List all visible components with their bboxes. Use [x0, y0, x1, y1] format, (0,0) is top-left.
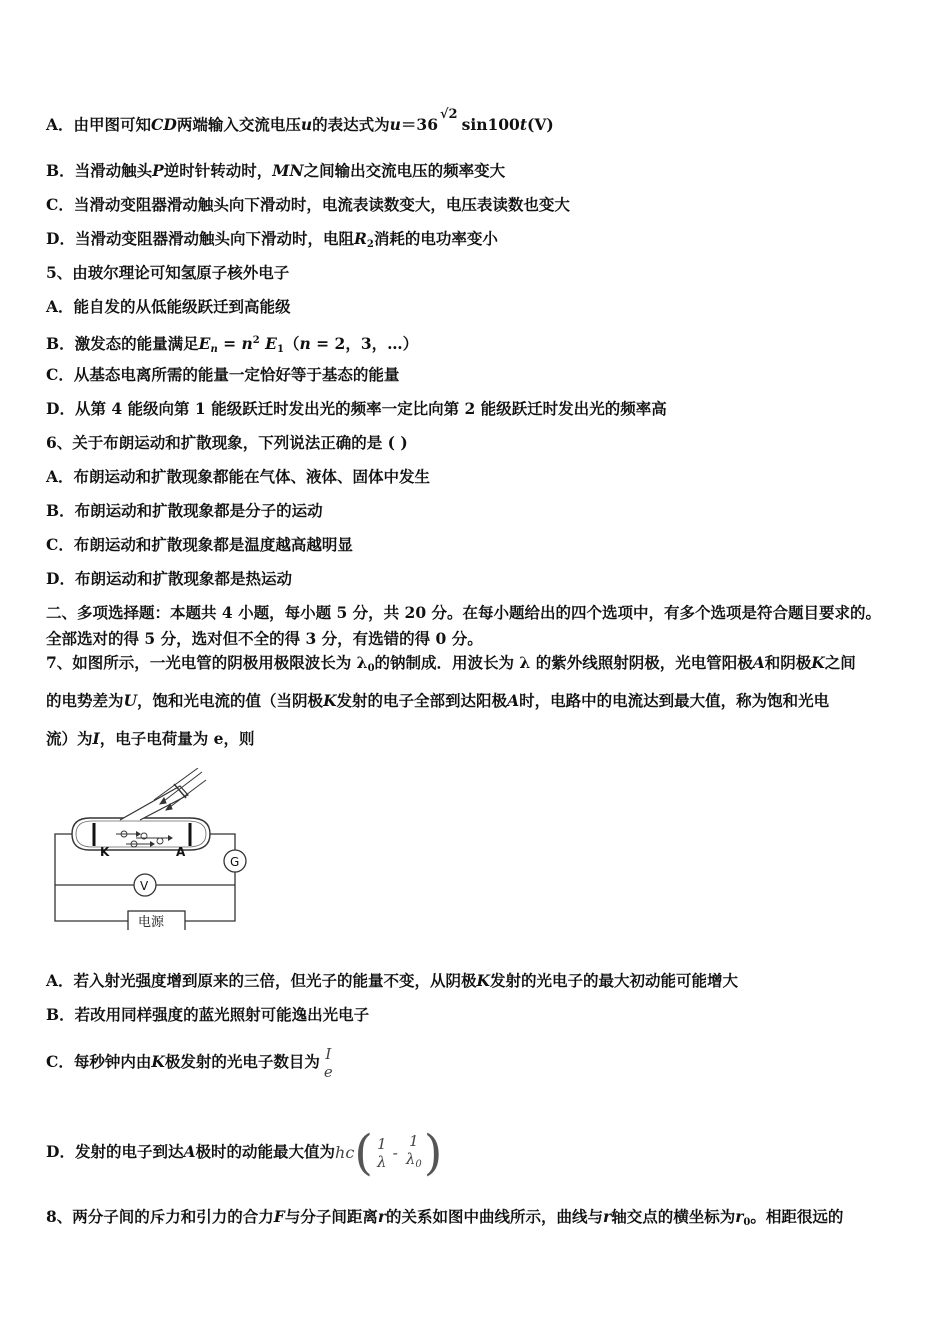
- q6-option-a: A．布朗运动和扩散现象都能在气体、液体、固体中发生: [46, 467, 431, 486]
- galvanometer-label: G: [230, 855, 240, 869]
- q5-stem: 5、由玻尔理论可知氢原子核外电子: [46, 263, 290, 282]
- fraction-1-over-lambda0: 1 $\lambda_0$: [405, 1132, 422, 1170]
- left-paren: (: [354, 1125, 374, 1181]
- fraction-1-over-lambda: 1 λ: [377, 1135, 387, 1171]
- q5-option-b: B．激发态的能量满足$E_n = n^2$ $E_1(n = 2$，3，…）: [46, 334, 419, 355]
- q7-stem-line2: 的电势差为U，饱和光电流的值（当阴极K发射的电子全部到达阳极A时，电路中的电流达到最大值，称为饱和光电: [46, 691, 830, 710]
- q5-option-c: C．从基态电离所需的能量一定恰好等于基态的能量: [46, 365, 400, 384]
- section2-heading-line1: 二、多项选择题：本题共 4 小题，每小题 5 分，共 20 分。在每小题给出的四个选项中，有多个选项是符合题目要求的。: [46, 603, 882, 622]
- q4-option-b: B．当滑动触头P逆时针转动时，MN之间输出交流电压的频率变大: [46, 161, 506, 180]
- q4-option-a: A．由甲图可知CD两端输入交流电压u的表达式为u＝36√2sin100t(V): [46, 114, 910, 138]
- anode-label: A: [176, 845, 186, 859]
- q4-option-d: D．当滑动变阻器滑动触头向下滑动时，电阻$R_2$消耗的电功率变小: [46, 229, 498, 250]
- q6-stem: 6、关于布朗运动和扩散现象，下列说法正确的是 ( ): [46, 433, 408, 452]
- fraction-i-over-e: I e: [323, 1045, 333, 1081]
- wire-top-right: [210, 834, 235, 850]
- q7-option-b: B．若改用同样强度的蓝光照射可能逸出光电子: [46, 1005, 370, 1024]
- right-paren: ): [423, 1125, 443, 1181]
- light-window: [120, 786, 188, 820]
- q4-option-c: C．当滑动变阻器滑动触头向下滑动时，电流表读数变大，电压表读数也变大: [46, 195, 570, 214]
- q8-stem: 8、两分子间的斥力和引力的合力F与分子间距离r的关系如图中曲线所示，曲线与r轴交点的横坐标为$r_0$。相距很远的: [46, 1207, 844, 1228]
- power-source-label: 电源: [138, 915, 165, 930]
- q7-stem-line1: 7、如图所示，一光电管的阴极用极限波长为 $\lambda_0$的钠制成．用波长为 λ 的紫外线照射阴极，光电管阳极A和阴极K之间: [46, 653, 856, 674]
- q7-option-c: C．每秒钟内由K极发射的光电子数目为 I e: [46, 1045, 333, 1081]
- q6-option-b: B．布朗运动和扩散现象都是分子的运动: [46, 501, 323, 520]
- q7-option-d: D．发射的电子到达A极时的动能最大值为hc( 1 λ - 1 $\lambda_0$ ): [46, 1125, 443, 1181]
- cathode-label: K: [100, 845, 110, 859]
- photocell-circuit-diagram: [50, 768, 255, 930]
- sqrt-symbol: √2: [440, 107, 458, 122]
- q7-option-a: A．若入射光强度增到原来的三倍，但光子的能量不变，从阴极K发射的光电子的最大初动能可能增大: [46, 971, 739, 990]
- wire-right-power: [185, 872, 235, 921]
- light-rays: [154, 768, 206, 810]
- q7-stem-line3: 流）为I，电子电荷量为 e，则: [46, 729, 255, 748]
- section2-heading-line2: 全部选对的得 5 分，选对但不全的得 3 分，有选错的得 0 分。: [46, 629, 483, 648]
- q6-option-c: C．布朗运动和扩散现象都是温度越高越明显: [46, 535, 353, 554]
- q5-option-a: A．能自发的从低能级跃迁到高能级: [46, 297, 291, 316]
- q6-option-d: D．布朗运动和扩散现象都是热运动: [46, 569, 292, 588]
- q5-option-d: D．从第 4 能级向第 1 能级跃迁时发出光的频率一定比向第 2 能级跃迁时发出光的频率高: [46, 399, 667, 418]
- voltmeter-label: V: [140, 879, 149, 893]
- electron-flow: [116, 831, 168, 847]
